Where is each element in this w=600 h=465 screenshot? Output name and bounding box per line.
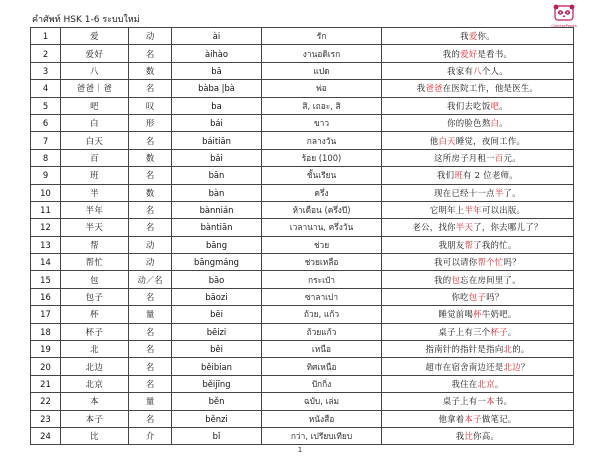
highlighted-word: 班 [454,170,464,181]
row-number: 8 [31,149,61,166]
table-row [31,358,574,375]
example-sentence-cell [382,358,574,375]
example-sentence-cell [382,167,574,184]
pinyin-cell: bǎi [172,149,262,166]
sentence-text: 的。 [512,344,530,355]
part-of-speech-cell: 量 [129,306,172,323]
sentence-text: 在医院工作，他是医生。 [442,83,539,94]
highlighted-word: 半年 [464,205,482,216]
part-of-speech-cell: 名 [129,132,172,149]
row-number: 5 [31,97,61,114]
page-number: 1 [297,446,303,454]
hanzi-cell: 白 [61,114,129,131]
example-sentence-cell [382,254,574,271]
hanzi-cell: 吧 [61,97,129,114]
example-sentence-cell [382,80,574,97]
thai-meaning-cell: ทิศเหนือ [262,358,382,375]
highlighted-word: 帮个忙 [477,257,504,268]
pinyin-cell: bànnián [172,201,262,218]
hanzi-cell: 帮忙 [61,254,129,271]
thai-meaning-cell: เวลานาน, ครึ่งวัน [262,219,382,236]
pinyin-cell: bàntiān [172,219,262,236]
thai-meaning-cell: สิ, เถอะ, สิ [262,97,382,114]
table-row [31,97,574,114]
highlighted-word: 杯 [473,309,482,320]
sentence-text: ？ [520,361,530,372]
hanzi-cell: 半年 [61,201,129,218]
sentence-text: 做笔记。 [481,413,517,424]
pinyin-cell: bā [172,62,262,79]
example-sentence-cell [382,393,574,410]
pinyin-cell: bái [172,114,262,131]
thai-meaning-cell: หนังสือ [262,410,382,427]
thai-meaning-cell: ห้าเดือน (ครึ่งปี) [262,201,382,218]
example-sentence-cell [382,375,574,392]
part-of-speech-cell: 动 [129,236,172,253]
hanzi-cell: 爱好 [61,45,129,62]
table-row [31,254,574,271]
highlighted-word: 百 [494,152,504,163]
sentence-text: 超市在宿舍南边还是 [425,361,504,372]
row-number: 7 [31,132,61,149]
table-row [31,219,574,236]
part-of-speech-cell: 介 [129,427,172,444]
thai-meaning-cell: งานอดิเรก [262,45,382,62]
row-number: 24 [31,427,61,444]
part-of-speech-cell: 名 [129,341,172,358]
thai-meaning-cell: กว่า, เปรียบเทียบ [262,427,382,444]
sentence-text: 你高。 [473,431,500,442]
example-sentence-cell [382,219,574,236]
table-row [31,45,574,62]
highlighted-word: 半天 [455,222,474,233]
highlighted-word: 白天 [438,135,456,146]
row-number: 10 [31,184,61,201]
pinyin-cell: bǐ [172,427,262,444]
pinyin-cell: bēizi [172,323,262,340]
example-sentence-cell [382,341,574,358]
table-row [31,201,574,218]
sentence-text: 我家有 [447,65,474,76]
row-number: 19 [31,341,61,358]
part-of-speech-cell: 动 [129,28,172,45]
pinyin-cell: àihào [172,45,262,62]
highlighted-word: 白 [490,118,500,129]
pinyin-cell: bēi [172,306,262,323]
row-number: 22 [31,393,61,410]
example-sentence-cell [382,114,574,131]
part-of-speech-cell: 数 [129,62,172,79]
example-sentence-cell [382,149,574,166]
part-of-speech-cell: 形 [129,114,172,131]
highlighted-word: 爱好 [460,48,478,59]
hanzi-cell: 北边 [61,358,129,375]
table-row [31,62,574,79]
table-row [31,167,574,184]
sentence-text: 是看书。 [477,48,513,59]
highlighted-word: 本 [486,396,495,407]
sentence-text: 睡觉，夜间工作。 [455,135,526,146]
hanzi-cell: 八 [61,62,129,79]
table-row [31,410,574,427]
highlighted-word: 半 [494,187,504,198]
row-number: 16 [31,288,61,305]
thai-meaning-cell: ปักกิ่ง [262,375,382,392]
table-row [31,288,574,305]
highlighted-word: 比 [464,431,474,442]
thai-meaning-cell: ขาว [262,114,382,131]
page-title: คำศัพท์ HSK 1-6 ระบบใหม่ [32,15,140,25]
example-sentence-cell [382,97,574,114]
sentence-text: 吗？ [486,292,504,303]
highlighted-word: 北 [503,344,513,355]
row-number: 9 [31,167,61,184]
table-row [31,236,574,253]
highlighted-word: 八 [473,65,482,76]
sentence-text: 我住在 [451,379,478,389]
highlighted-word: 帮 [464,239,474,250]
sentence-text: 了我的忙。 [473,239,517,250]
row-number: 11 [31,201,61,218]
example-sentence-cell [382,132,574,149]
example-sentence-cell [382,236,574,253]
sentence-text: 我 [460,31,469,42]
hanzi-cell: 半 [61,184,129,201]
table-row [31,393,574,410]
hanzi-cell: 包 [61,271,129,288]
table-row [31,323,574,340]
highlighted-word: 爱 [468,31,478,42]
sentence-text: 元。 [503,152,521,163]
hanzi-cell: 爸爸｜爸 [61,80,129,97]
hanzi-cell: 杯子 [61,323,129,340]
table-row [31,306,574,323]
pinyin-cell: bàba |bà [172,80,262,97]
row-number: 12 [31,219,61,236]
thai-meaning-cell: พ่อ [262,80,382,97]
part-of-speech-cell: 名 [129,358,172,375]
table-row [31,149,574,166]
thai-meaning-cell: ช่วยเหลือ [262,254,382,271]
row-number: 17 [31,306,61,323]
row-number: 20 [31,358,61,375]
sentence-text: 吗？ [503,257,521,268]
example-sentence-cell [382,288,574,305]
hanzi-cell: 本 [61,393,129,410]
example-sentence-cell [382,28,574,45]
example-sentence-cell [382,410,574,427]
row-number: 13 [31,236,61,253]
sentence-text: 老公，找你 [412,222,456,233]
sentence-text: 他 [429,135,439,146]
sentence-text: 。 [499,100,508,111]
row-number: 14 [31,254,61,271]
sentence-text: 忘在房间里了。 [460,274,521,285]
sentence-text: 我 [455,431,465,442]
pinyin-cell: bān [172,167,262,184]
row-number: 2 [31,45,61,62]
pinyin-cell: bāozi [172,288,262,305]
hanzi-cell: 北 [61,341,129,358]
part-of-speech-cell: 量 [129,393,172,410]
sentence-text: 你。 [477,31,495,42]
sentence-text: 现在已经十一点 [434,187,495,198]
sentence-text: 我 [416,83,426,94]
sentence-text: 。 [494,379,504,389]
thai-meaning-cell: ชั้นเรียน [262,167,382,184]
sentence-text: 指南针的指针是指向 [425,344,504,355]
pinyin-cell: běi [172,341,262,358]
row-number: 6 [31,114,61,131]
part-of-speech-cell: 数 [129,184,172,201]
thai-meaning-cell: ซาลาเปา [262,288,382,305]
table-row [31,132,574,149]
sentence-text: 我们 [437,170,455,181]
sentence-text: 个人。 [481,65,508,76]
part-of-speech-cell: 名 [129,201,172,218]
thai-meaning-cell: แปด [262,62,382,79]
hanzi-cell: 班 [61,167,129,184]
hanzi-cell: 帮 [61,236,129,253]
sentence-text: 这所房子月租一 [434,152,495,163]
pinyin-cell: běibian [172,358,262,375]
sentence-text: 我的 [434,274,452,285]
table-row [31,341,574,358]
thai-meaning-cell: ถ้วยแก้ว [262,323,382,340]
example-sentence-cell [382,184,574,201]
pinyin-cell: běnzi [172,410,262,427]
pinyin-cell: běijīng [172,375,262,392]
part-of-speech-cell: 名 [129,219,172,236]
table-row [31,28,574,45]
row-number: 15 [31,271,61,288]
part-of-speech-cell: 动／名 [129,271,172,288]
pinyin-cell: běn [172,393,262,410]
example-sentence-cell [382,427,574,444]
table-row [31,271,574,288]
highlighted-word: 包 [451,274,461,285]
sentence-text: 桌子上有三个 [438,326,491,337]
example-sentence-cell [382,45,574,62]
row-number: 21 [31,375,61,392]
pinyin-cell: ba [172,97,262,114]
logo-wordmark: ChinesePanda [551,24,577,28]
highlighted-word: 杯子 [490,326,508,337]
highlighted-word: 北京 [477,379,495,389]
example-sentence-cell [382,323,574,340]
sentence-text: 可以出版。 [481,205,526,216]
example-sentence-cell [382,201,574,218]
thai-meaning-cell: กลางวัน [262,132,382,149]
part-of-speech-cell: 动 [129,254,172,271]
row-number: 23 [31,410,61,427]
pinyin-cell: ài [172,28,262,45]
sentence-text: 牛奶吧。 [481,309,517,320]
sentence-text: 。 [507,326,517,337]
table-row [31,184,574,201]
thai-meaning-cell: ครึ่ง [262,184,382,201]
vocabulary-table [30,27,574,445]
table-row [31,114,574,131]
example-sentence-cell [382,306,574,323]
hanzi-cell: 半天 [61,219,129,236]
table-row [31,80,574,97]
thai-meaning-cell: ช่วย [262,236,382,253]
sentence-text: 我可以请你 [434,257,478,268]
thai-meaning-cell: ฉบับ, เล่ม [262,393,382,410]
thai-meaning-cell: รัก [262,28,382,45]
table-row [31,375,574,392]
sentence-text: 桌子上有一 [442,396,487,407]
pinyin-cell: bāngmáng [172,254,262,271]
sentence-text: 睡觉前喝 [438,309,474,320]
sentence-text: 他拿着 [438,413,465,424]
hanzi-cell: 爱 [61,28,129,45]
hanzi-cell: 白天 [61,132,129,149]
part-of-speech-cell: 名 [129,167,172,184]
hanzi-cell: 本子 [61,410,129,427]
part-of-speech-cell: 数 [129,149,172,166]
sentence-text: 。 [499,118,508,129]
part-of-speech-cell: 名 [129,323,172,340]
hanzi-cell: 杯 [61,306,129,323]
thai-meaning-cell: เหนือ [262,341,382,358]
sentence-text: 你的脸色熬 [447,118,491,129]
thai-meaning-cell: กระเป๋า [262,271,382,288]
sentence-text: 了。 [503,187,521,198]
row-number: 18 [31,323,61,340]
sentence-text: 我们去吃饭 [447,100,491,111]
row-number: 4 [31,80,61,97]
thai-meaning-cell: ถ้วย, แก้ว [262,306,382,323]
part-of-speech-cell: 名 [129,45,172,62]
example-sentence-cell [382,62,574,79]
highlighted-word: 北边 [503,361,521,372]
highlighted-word: 本子 [464,413,482,424]
sentence-text: 有 2 位老师。 [463,170,518,181]
part-of-speech-cell: 名 [129,288,172,305]
sentence-text: 我的 [442,48,461,59]
part-of-speech-cell: 叹 [129,97,172,114]
pinyin-cell: bāo [172,271,262,288]
part-of-speech-cell: 名 [129,375,172,392]
example-sentence-cell [382,271,574,288]
sentence-text: 它明年上 [429,205,465,216]
highlighted-word: 爸爸 [425,83,443,94]
highlighted-word: 吧 [490,100,500,111]
row-number: 3 [31,62,61,79]
part-of-speech-cell: 名 [129,80,172,97]
pinyin-cell: bāng [172,236,262,253]
hanzi-cell: 比 [61,427,129,444]
row-number: 1 [31,28,61,45]
table-row [31,427,574,444]
thai-meaning-cell: ร้อย (100) [262,149,382,166]
sentence-text: 书。 [494,396,513,407]
sentence-text: 了，你去哪儿了？ [473,222,543,233]
highlighted-word: 包子 [468,292,487,303]
hanzi-cell: 包子 [61,288,129,305]
hanzi-cell: 百 [61,149,129,166]
pinyin-cell: bàn [172,184,262,201]
hanzi-cell: 北京 [61,375,129,392]
sentence-text: 我朋友 [438,239,465,250]
pinyin-cell: báitiān [172,132,262,149]
part-of-speech-cell: 名 [129,410,172,427]
sentence-text: 你吃 [451,292,469,303]
